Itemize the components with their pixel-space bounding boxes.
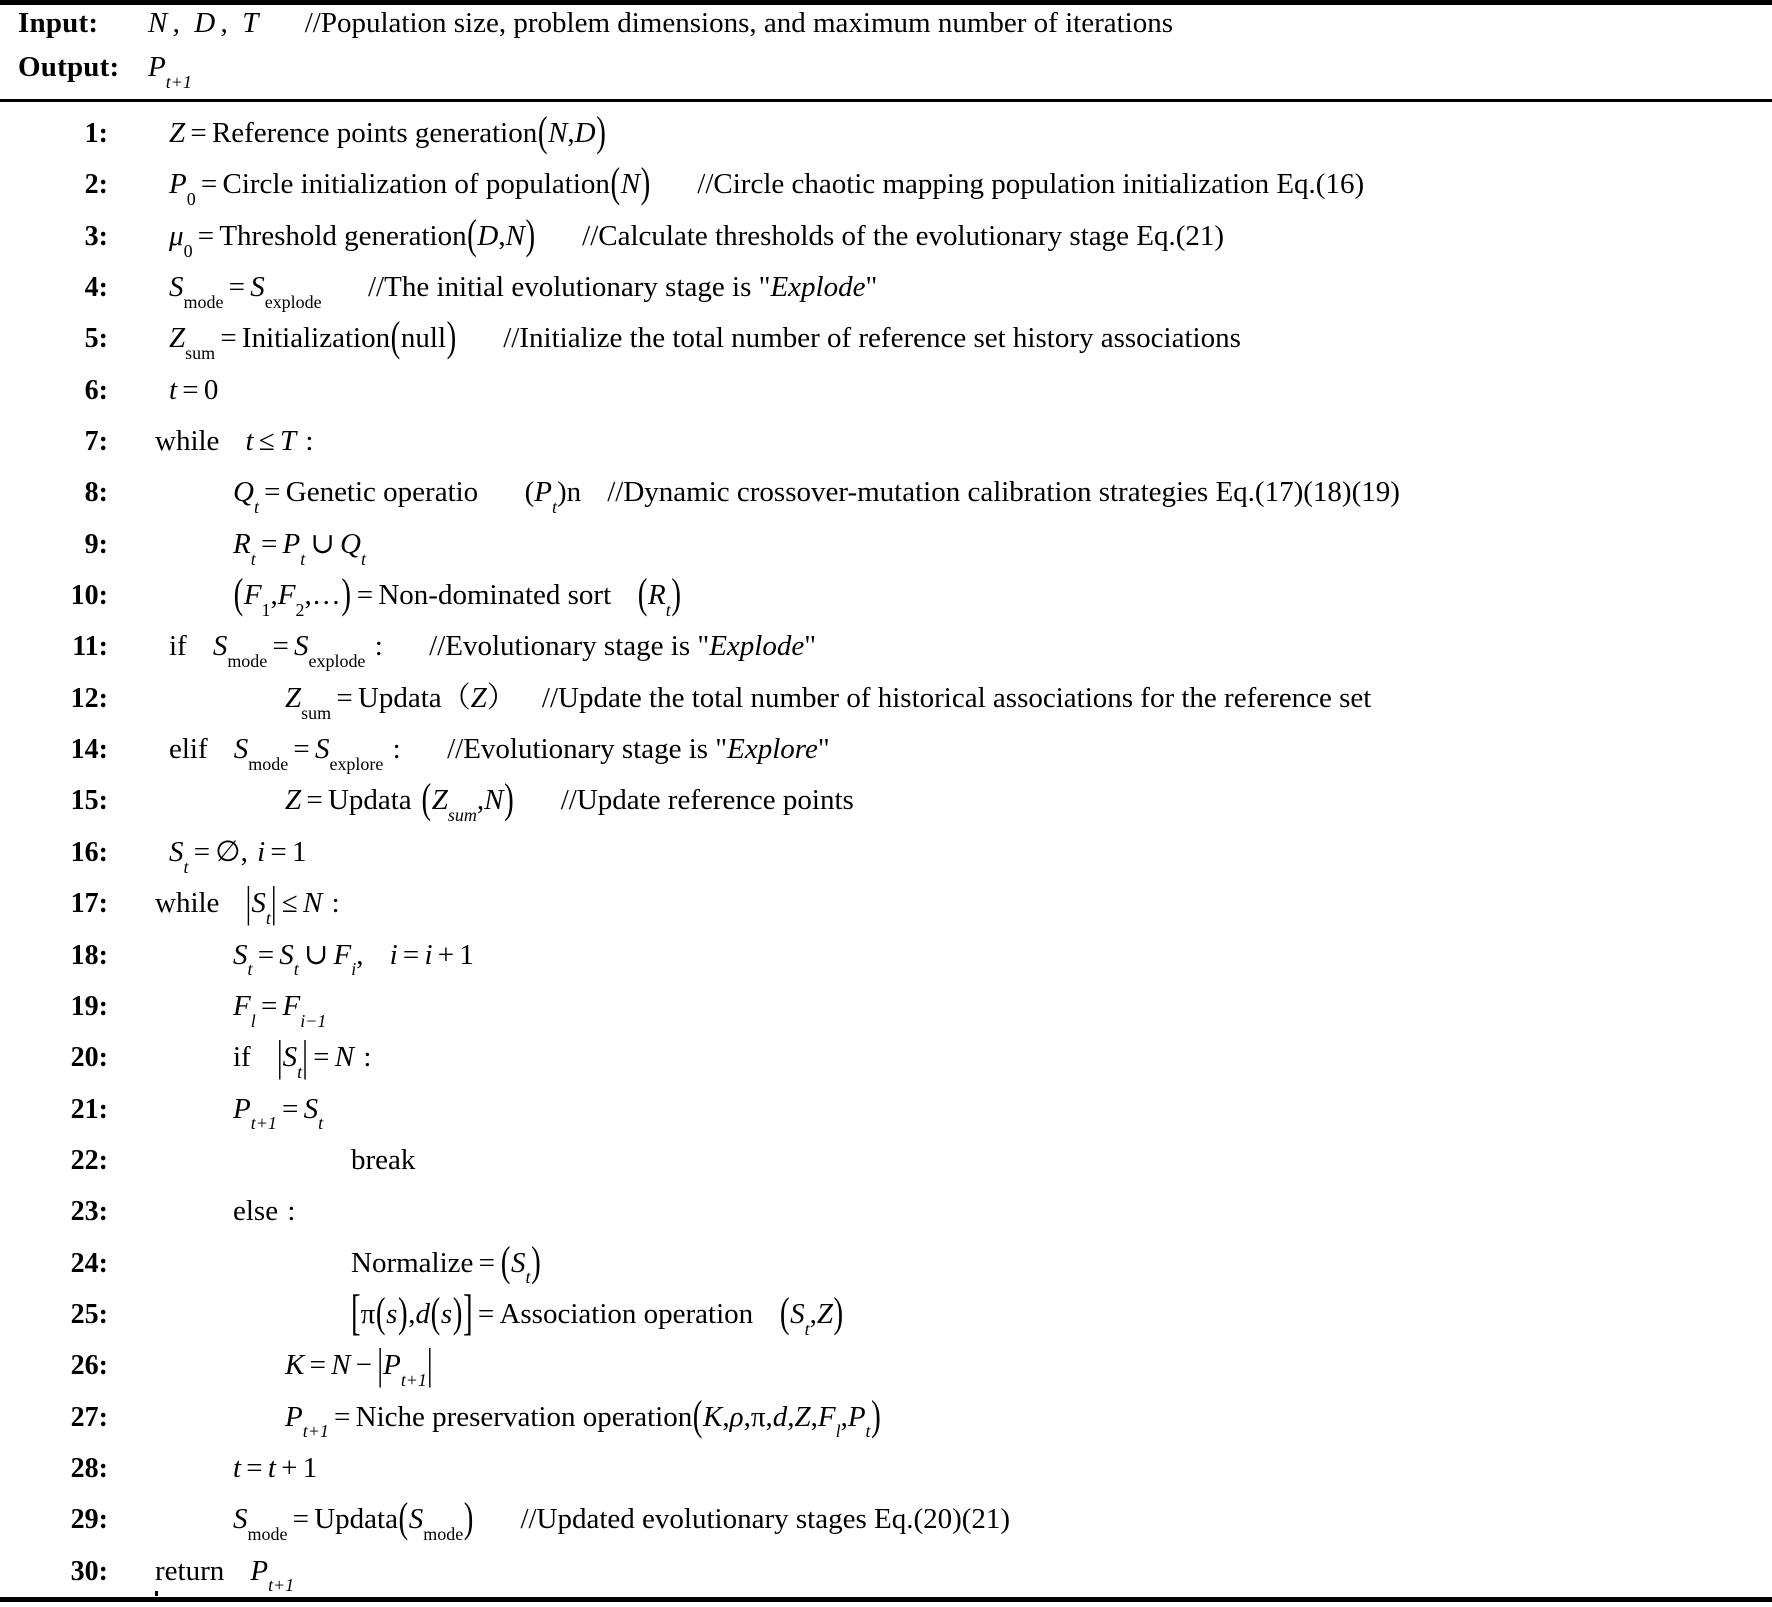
step-number: 1: — [84, 118, 108, 149]
step-code: while | $S_t$ | ≤ N : — [155, 878, 340, 928]
step-number: 14: — [70, 734, 108, 766]
step-code: $S_{mode}$ = Updata ( $S_{mode}$ ) //Updated evolutionary stages Eq.(20)(21) — [233, 1495, 1011, 1545]
step-row — [0, 1546, 1772, 1597]
output-row — [0, 51, 1772, 95]
step-number: 2: — [84, 169, 108, 201]
step-row — [0, 1443, 1772, 1494]
step-number: 15: — [70, 785, 108, 817]
step-code: else : — [233, 1195, 296, 1228]
step-comment-emphasis: Explore — [727, 733, 818, 766]
step-code: $R_t$ = $P_t$ ∪ $Q_t$ — [233, 527, 366, 569]
output-body — [148, 51, 1772, 92]
step-code: ( $F_1$ , $F_2$ ,… ) = Non-dominated sort ( $R_t$ ) — [233, 571, 682, 620]
step-row — [0, 775, 1772, 826]
step-number: 18: — [70, 939, 108, 971]
step-row — [0, 1286, 1772, 1341]
step-comment: //Updated evolutionary stages Eq.(20)(21) — [520, 1503, 1011, 1536]
step-number: 12: — [70, 682, 108, 714]
step-code: $F_l$ = $F_{i-1}$ — [233, 989, 327, 1031]
step-number: 27: — [70, 1401, 108, 1433]
step-comment: //Update reference points — [560, 784, 854, 817]
step-code: Normalize = ( $S_t$ ) — [351, 1239, 541, 1288]
step-number: 23: — [70, 1196, 108, 1228]
step-code: if $S_{mode}$ = $S_{explode}$ : //Evolutionary stage is "Explode" — [155, 621, 1772, 682]
column-divider-bottom — [155, 1591, 158, 1596]
step-comment: //The initial evolutionary stage is "Explode" — [368, 271, 878, 304]
step-code: $Z_{sum}$ = Updata （ Z ） //Update the total number of historical associations for the reference set — [155, 673, 1772, 734]
step-code: $P_{t+1}$ = $S_t$ — [233, 1092, 324, 1134]
step-row — [0, 827, 1772, 878]
step-row — [0, 621, 1772, 672]
step-code: $P_{t+1}$ = Niche preservation operation ( K , ρ ,π, d , Z , $F_l$ , $P_t$ ) — [285, 1393, 881, 1442]
step-number: 24: — [70, 1247, 108, 1279]
step-comment-emphasis: Explode — [770, 271, 866, 304]
step-number: 5: — [84, 323, 108, 355]
step-comment-emphasis: Explode — [709, 630, 805, 663]
step-code: $P_0$ = Circle initialization of population ( N ) //Circle chaotic mapping population initialization Eq.(16) — [169, 160, 1365, 210]
step-code: [ π ( s ) , d ( s ) ] = Association operation ( $S_t$ , Z ) — [351, 1286, 844, 1341]
step-code: return $P_{t+1}$ — [155, 1554, 295, 1596]
step-code: $Q_t$ = Genetic operatio ( $P_t$ )n //Dynamic crossover-mutation calibration strategies Eq.(17)(18)(19) — [155, 467, 1772, 528]
step-code: Z = Reference points generation ( N , D ) — [169, 109, 606, 156]
step-row — [0, 519, 1772, 570]
step-number: 11: — [72, 631, 108, 663]
step-row — [0, 930, 1772, 981]
step-number: 10: — [70, 580, 108, 612]
step-number: 4: — [84, 272, 108, 304]
step-comment: //Dynamic crossover-mutation calibration strategies Eq.(17)(18)(19) — [607, 476, 1400, 509]
step-code: Z = Updata ( $Z_{sum}$ , N ) //Update reference points — [285, 776, 854, 826]
step-number: 7: — [84, 426, 108, 458]
step-row — [0, 878, 1772, 929]
step-code: $\mu_0$ = Threshold generation ( D , N ) //Calculate thresholds of the evolutionary stage Eq.(21) — [169, 212, 1225, 261]
step-row — [0, 673, 1772, 724]
input-symbols: N , D , T — [148, 7, 259, 39]
step-row — [0, 1238, 1772, 1289]
step-code: $Z_{sum}$ = Initialization ( null ) //Initialize the total number of reference set history associations — [169, 314, 1241, 364]
step-comment: //Update the total number of historical associations for the reference set — [541, 681, 1372, 714]
step-number: 19: — [70, 990, 108, 1022]
step-row — [0, 724, 1772, 775]
step-number: 25: — [70, 1298, 108, 1330]
algorithm-header — [0, 5, 1772, 99]
step-comment: //Circle chaotic mapping population initialization Eq.(16) — [697, 168, 1365, 201]
step-code: $S_t$ = ∅ , i = 1 — [169, 835, 307, 877]
step-comment: //Evolutionary stage is "Explode" — [429, 630, 817, 663]
step-code: t = 0 — [169, 373, 219, 406]
step-row — [0, 211, 1772, 262]
step-row — [0, 1392, 1772, 1443]
step-code: elif $S_{mode}$ = $S_{explore}$ : //Evolutionary stage is "Explore" — [155, 724, 1772, 785]
step-number: 17: — [70, 888, 108, 920]
step-number: 16: — [70, 836, 108, 868]
step-row — [0, 313, 1772, 364]
output-symbol: $P_{t+1}$ — [148, 51, 192, 92]
step-number: 22: — [70, 1144, 108, 1176]
step-row — [0, 108, 1772, 159]
step-row — [0, 1135, 1772, 1186]
input-row — [0, 7, 1772, 51]
step-number: 26: — [70, 1350, 108, 1382]
step-comment: //Initialize the total number of reference set history associations — [503, 322, 1241, 355]
step-row — [0, 1340, 1772, 1391]
step-number: 21: — [70, 1093, 108, 1125]
output-label: Output: — [18, 51, 120, 83]
step-number: 9: — [84, 528, 108, 560]
step-row — [0, 467, 1772, 518]
step-number: 29: — [70, 1504, 108, 1536]
step-code: while t ≤ T : — [155, 425, 314, 458]
step-code: if | $S_t$ | = N : — [233, 1032, 372, 1083]
step-comment: //Evolutionary stage is "Explore" — [447, 733, 830, 766]
step-row — [0, 1032, 1772, 1083]
step-comment: //Calculate thresholds of the evolutionary stage Eq.(21) — [582, 219, 1225, 252]
step-row — [0, 416, 1772, 467]
step-code: $S_{mode}$ = $S_{explode}$ //The initial evolutionary stage is "Explode" — [155, 262, 1772, 323]
step-row — [0, 1084, 1772, 1135]
step-row — [0, 1186, 1772, 1237]
input-comment: //Population size, problem dimensions, and maximum number of iterations — [304, 7, 1173, 39]
step-code: t = t + 1 — [233, 1451, 318, 1484]
step-row — [0, 981, 1772, 1032]
step-number: 28: — [70, 1452, 108, 1484]
break-keyword: break — [351, 1143, 416, 1176]
step-row — [0, 570, 1772, 621]
step-row — [0, 1494, 1772, 1545]
step-number: 30: — [70, 1555, 108, 1587]
input-label: Input: — [18, 7, 99, 39]
step-row — [0, 365, 1772, 416]
step-row — [0, 159, 1772, 210]
step-number: 8: — [84, 477, 108, 509]
step-number: 20: — [70, 1042, 108, 1074]
step-row — [0, 262, 1772, 313]
algorithm-steps — [0, 102, 1772, 1597]
step-number: 6: — [84, 374, 108, 406]
input-body — [148, 7, 1772, 40]
step-code: K = N − | $P_{t+1}$ | — [285, 1340, 433, 1391]
step-code: $S_t$ = $S_t$ ∪ $F_i$ , i = i + 1 — [233, 938, 474, 980]
column-divider-top — [155, 0, 158, 5]
step-code — [155, 1135, 1772, 1186]
step-number: 3: — [84, 220, 108, 252]
